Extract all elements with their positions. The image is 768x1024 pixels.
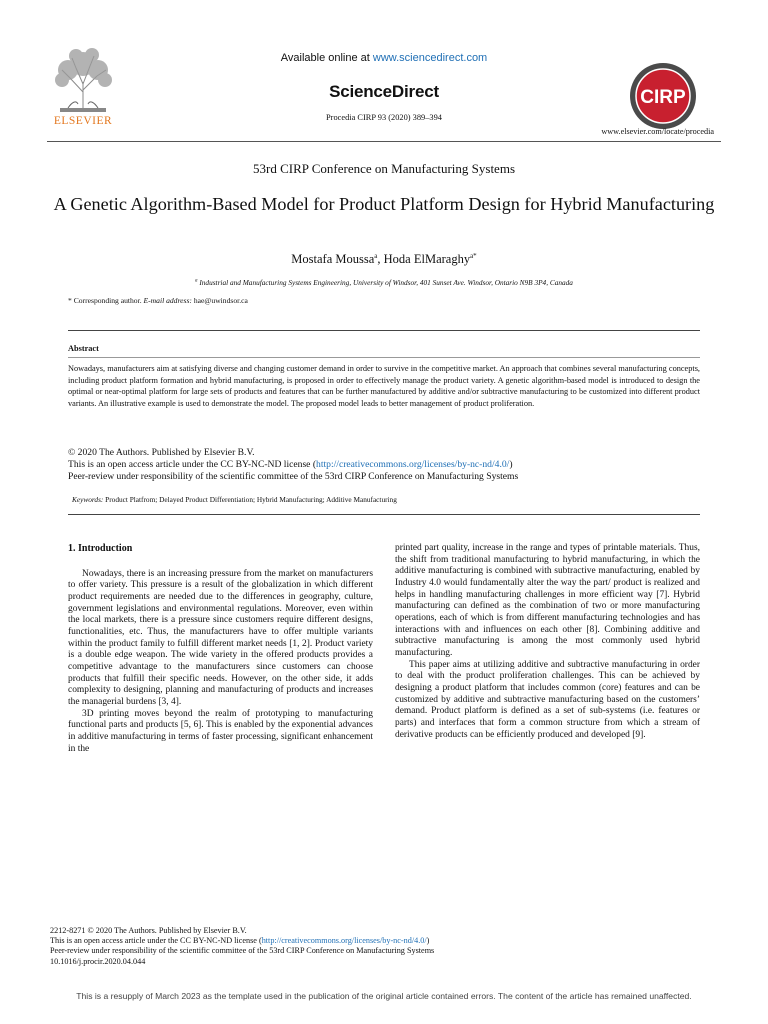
cirp-logo-icon bbox=[629, 62, 697, 130]
corresponding-prefix: * Corresponding author. bbox=[68, 296, 144, 305]
author-sup: a bbox=[374, 252, 378, 260]
license-prefix: This is an open access article under the CC BY-NC-ND license ( bbox=[68, 459, 317, 470]
body-paragraph: 3D printing moves beyond the realm of prototyping to manufacturing functional parts and products [5, 6]. This is enabled by the exponential advances in additive manufacturing in terms of faster processing, significant enhancement in the bbox=[68, 708, 373, 754]
body-paragraph: printed part quality, increase in the range and types of printable materials. Thus, the shift from traditional manufacturing to hybrid manufacturing, in which the additive manufacturing is combined with subtractive manufacturing, enabled by Industry 4.0 would fundamentally alter the way the part/ product is realized and helps in handling manufacturing challenges in more efficient way [7]. Hybrid manufacturing can defined as the combination of two or more manufacturing operations, each of which is from different manufacturing technologies and has interactions with and influences on each other [8]. Combining additive and subtractive manufacturing is among the most commonly used hybrid manufacturing. bbox=[395, 543, 700, 658]
article-title: A Genetic Algorithm-Based Model for Product Platform Design for Hybrid Manufacturing bbox=[53, 194, 715, 214]
license-link[interactable]: http://creativecommons.org/licenses/by-nc-nd/4.0/ bbox=[316, 459, 510, 470]
author-name: Mostafa Moussa bbox=[291, 252, 375, 267]
author-sup: a* bbox=[470, 252, 477, 260]
abstract-heading-divider bbox=[68, 357, 700, 358]
footer-license-suffix: ) bbox=[426, 936, 430, 946]
body-paragraph: This paper aims at utilizing additive and subtractive manufacturing in order to deal with the product proliferation challenges. This can be achieved by designing a product platform that includes common (core) features and can be customized by additive and subtractive manufacturing based on the customers’ demand. Product platform is defined as a set of sub-systems (i.e. features or parts) and interfaces that form a common structure from which a stream of derivative products can be efficiently produced and developed [9]. bbox=[395, 659, 700, 740]
conference-name: 53rd CIRP Conference on Manufacturing Systems bbox=[253, 161, 515, 176]
footer-peer-review-line: Peer-review under responsibility of the scientific committee of the 53rd CIRP Conference on Manufacturing Systems bbox=[50, 946, 435, 956]
sciencedirect-brand: ScienceDirect bbox=[329, 82, 439, 101]
abstract-text: Nowadays, manufacturers aim at satisfying diverse and changing customer demand in order to survive in the competitive market. An approach that combines several manufacturing concepts, including product platform formation and hybrid manufacturing, is proposed in order to effectively manage the product variety. A genetic algorithm-based model is introduced to design the optimal or near-optimal platform for large sets of products and features that can be further manufactured by additive and/or subtractive manufacturing to be customized into different product variants. An illustrative example is used to demonstrate the model. The proposed model leads to better management of product proliferation. bbox=[68, 364, 700, 408]
section-heading-introduction: 1. Introduction bbox=[68, 543, 133, 554]
keywords-list: Product Platfrom; Delayed Product Differentiation; Hybrid Manufacturing; Additive Manufacturing bbox=[103, 495, 397, 504]
body-paragraph: Nowadays, there is an increasing pressure from the market on manufacturers to offer variety. This pressure is a result of the globalization in which different product requirements are needed due to the differences in geography, culture, government legislations and environmental regulations. Moreover, even within the local markets, there is a pressure since customers require different designs, functionalities, etc. Thus, the manufacturers have to offer multiple variants within the product family to fulfill different market needs [1, 2]. Product variety is a double edge weapon. The wide variety in the offered products provides a competitive advantage to the manufacturers since customers can choose products that fulfill their specific needs. However, on the other side, it adds complexity to designing, planning and manufacturing of products and increases the managerial burdens [3, 4]. bbox=[68, 568, 373, 707]
footer-issn-line: 2212-8271 © 2020 The Authors. Published by Elsevier B.V. bbox=[50, 926, 247, 935]
peer-review-line: Peer-review under responsibility of the scientific committee of the 53rd CIRP Conference on Manufacturing Systems bbox=[68, 471, 519, 482]
copyright-block bbox=[68, 447, 700, 483]
abstract-heading: Abstract bbox=[68, 344, 99, 353]
page-footer bbox=[50, 926, 718, 967]
email-label: E-mail address: bbox=[143, 296, 192, 305]
affiliation-sup: a bbox=[195, 278, 198, 284]
journal-reference: Procedia CIRP 93 (2020) 389–394 bbox=[326, 113, 442, 122]
sciencedirect-link[interactable]: www.sciencedirect.com bbox=[372, 52, 488, 64]
journal-homepage-url[interactable]: www.elsevier.com/locate/procedia bbox=[601, 127, 714, 136]
affiliation-text: Industrial and Manufacturing Systems Engineering, University of Windsor, 401 Sunset Ave. Windsor, Ontario N9B 3P4, Canada bbox=[197, 278, 573, 287]
keywords-divider bbox=[68, 514, 700, 515]
footer-doi[interactable]: 10.1016/j.procir.2020.04.044 bbox=[50, 956, 146, 966]
elsevier-wordmark: ELSEVIER bbox=[53, 115, 113, 127]
available-prefix: Available online at bbox=[280, 52, 373, 64]
header-divider bbox=[47, 141, 721, 142]
author-name: Hoda ElMaraghy bbox=[383, 252, 471, 267]
footer-license-prefix: This is an open access article under the CC BY-NC-ND license ( bbox=[50, 936, 262, 946]
author-separator: , bbox=[377, 252, 384, 267]
keywords-label: Keywords: bbox=[72, 495, 104, 504]
resupply-disclaimer: This is a resupply of March 2023 as the template used in the publication of the original article contained errors. The content of the article has remained unaffected. bbox=[76, 991, 692, 1001]
author-list bbox=[0, 252, 768, 267]
footer-license-line bbox=[50, 936, 718, 946]
license-suffix: ) bbox=[509, 459, 513, 470]
keywords bbox=[72, 495, 700, 504]
footer-license-link[interactable]: http://creativecommons.org/licenses/by-nc-nd/4.0/ bbox=[261, 936, 427, 946]
email-address[interactable]: hae@uwindsor.ca bbox=[191, 296, 248, 305]
body-column-left bbox=[68, 543, 373, 755]
abstract-top-divider bbox=[68, 330, 700, 331]
body-column-right bbox=[395, 543, 700, 741]
affiliation bbox=[0, 278, 768, 287]
cirp-logo-text: CIRP bbox=[640, 87, 686, 108]
copyright-line: © 2020 The Authors. Published by Elsevier B.V. bbox=[68, 447, 255, 458]
license-line bbox=[68, 459, 700, 471]
corresponding-author bbox=[68, 296, 248, 305]
